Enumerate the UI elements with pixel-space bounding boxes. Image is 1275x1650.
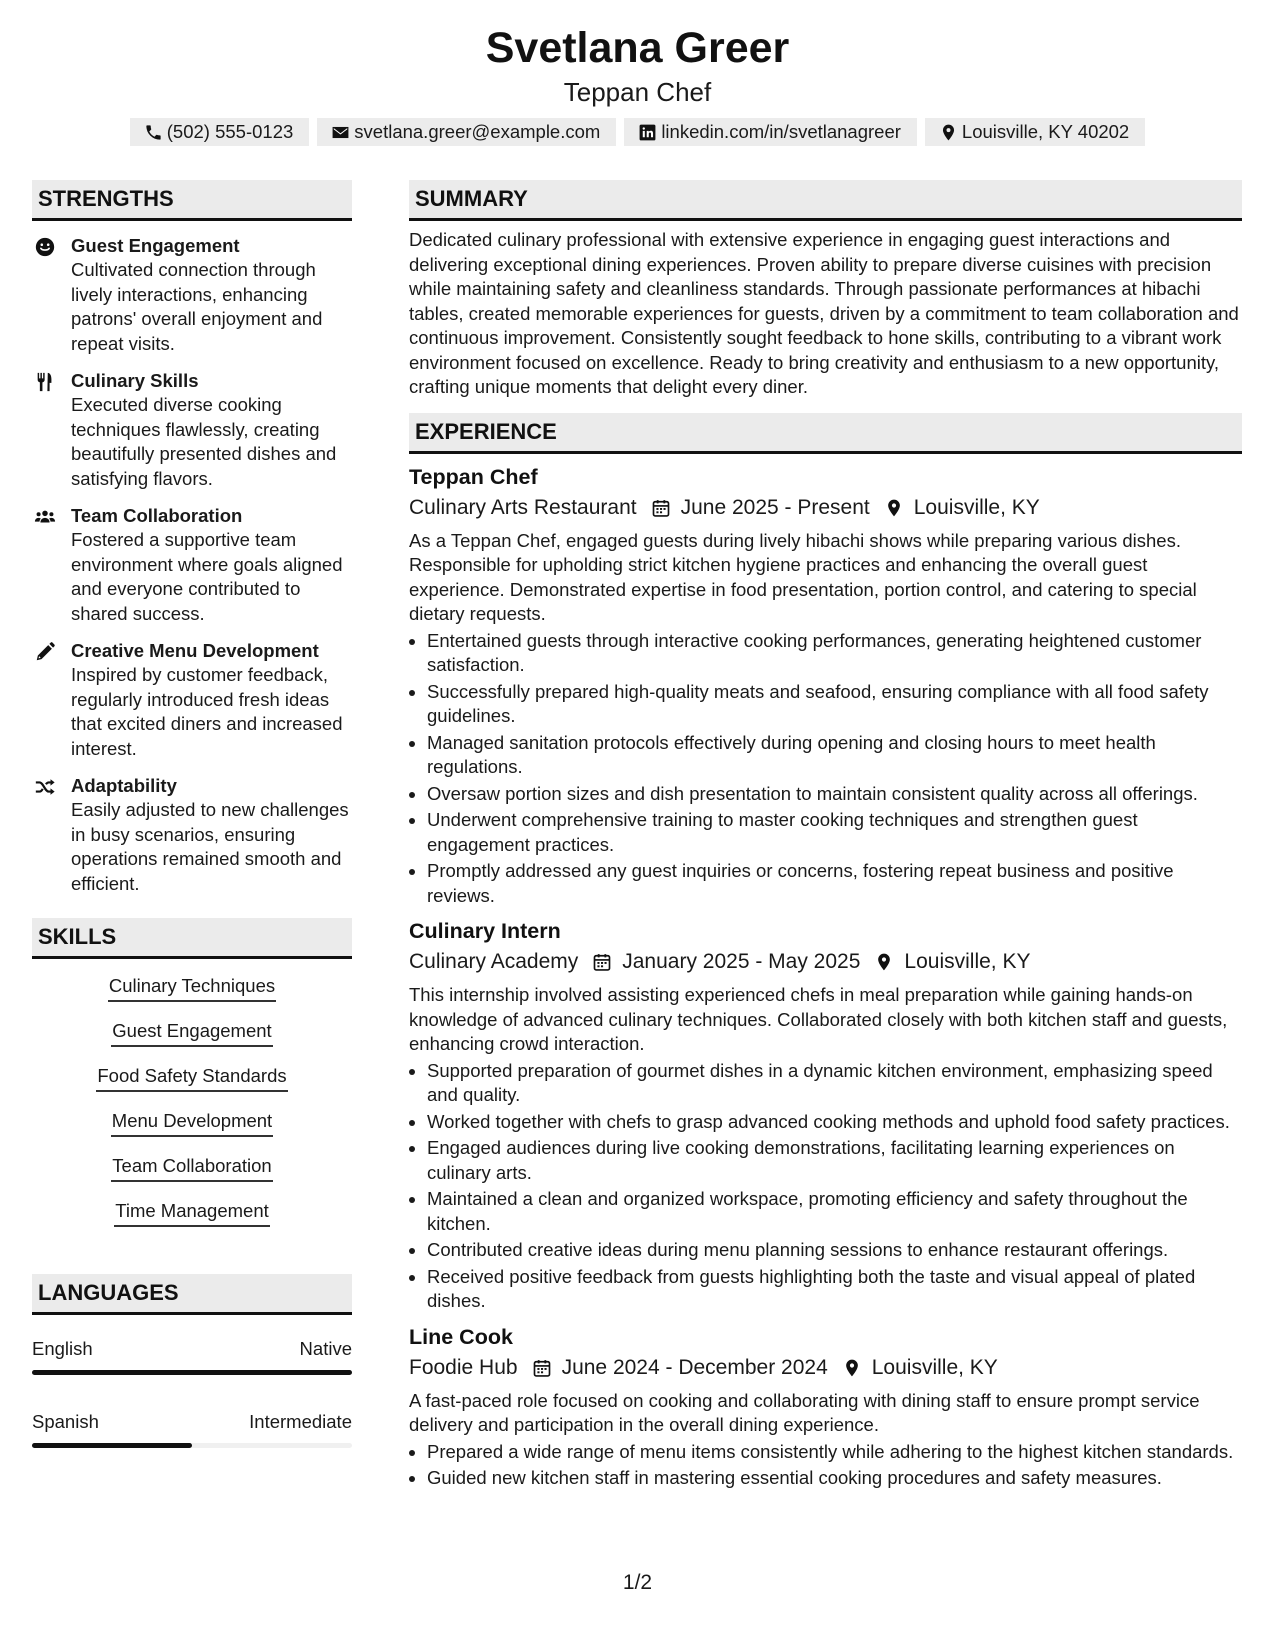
job-location: Louisville, KY: [871, 1355, 998, 1379]
skills-heading: SKILLS: [32, 918, 352, 959]
users-icon: [34, 506, 56, 528]
job-bullet: • Promptly addressed any guest inquiries or concerns, fostering repeat business and positive reviews.: [427, 859, 1242, 908]
left-column: [32, 180, 352, 1448]
job-bullet: • Oversaw portion sizes and dish presentation to maintain consistent quality across all offerings.: [427, 782, 1242, 807]
strengths-heading: STRENGTHS: [32, 180, 352, 221]
job-bullets: [409, 1059, 1242, 1314]
language-name: English: [32, 1338, 93, 1359]
map-pin-icon: [884, 498, 904, 518]
language-bar: [32, 1443, 352, 1448]
job-location: Louisville, KY: [904, 950, 1031, 973]
contact-location[interactable]: [925, 118, 1145, 146]
pencil-icon: [34, 641, 56, 663]
calendar-icon: [651, 498, 671, 518]
language-name: Spanish: [32, 1411, 99, 1432]
language-bar: [32, 1370, 352, 1375]
strength-desc: Cultivated connection through lively interactions, enhancing patrons' overall enjoyment and repeat visits.: [71, 259, 323, 354]
language-item: [32, 1337, 352, 1375]
job-bullet: • Entertained guests through interactive cooking performances, generating heightened customer satisfaction.: [427, 629, 1242, 678]
strength-item: [32, 504, 352, 626]
skill-tag: Culinary Techniques: [108, 971, 276, 1002]
skills-list: [32, 971, 352, 1241]
job-description: As a Teppan Chef, engaged guests during lively hibachi shows while preparing various dishes. Responsible for upholding strict kitchen hygiene practices and enhancing the overall guest experience. Demonstrated expertise in food presentation, portion control, and catering to special dietary requests.: [409, 529, 1197, 624]
job-meta: [409, 947, 1242, 977]
shuffle-icon: [34, 776, 56, 798]
map-pin-icon: [842, 1358, 862, 1378]
experience-heading: EXPERIENCE: [409, 413, 1242, 454]
strength-item: [32, 639, 352, 761]
job-title: Teppan Chef: [409, 464, 538, 489]
job-meta: [409, 493, 1242, 523]
language-bar-fill: [32, 1443, 192, 1448]
map-pin-icon: [874, 952, 894, 972]
job-description: This internship involved assisting experienced chefs in meal preparation while gaining hands-on knowledge of advanced culinary techniques. Collaborated closely with both kitchen staff and guests, enhancing crowd interaction.: [409, 984, 1228, 1054]
job-entry: [409, 915, 1242, 1314]
job-company: Culinary Arts Restaurant: [409, 495, 637, 519]
skill-tag: Menu Development: [111, 1106, 273, 1137]
job-entry: [409, 461, 1242, 909]
strength-title: Culinary Skills: [71, 370, 199, 391]
strength-title: Adaptability: [71, 775, 177, 796]
summary-heading: SUMMARY: [409, 180, 1242, 221]
job-company: Culinary Academy: [409, 950, 579, 973]
strength-desc: Easily adjusted to new challenges in busy scenarios, ensuring operations remained smooth and efficient.: [71, 799, 349, 894]
candidate-name: Svetlana Greer: [485, 24, 790, 72]
job-bullet: • Managed sanitation protocols effectively during opening and closing hours to meet health regulations.: [427, 731, 1242, 780]
location-text: Louisville, KY 40202: [961, 121, 1130, 142]
calendar-icon: [532, 1358, 552, 1378]
linkedin-text: linkedin.com/in/svetlanagreer: [661, 121, 901, 142]
page-number: 1/2: [622, 1571, 653, 1594]
job-bullet: • Maintained a clean and organized workspace, promoting efficiency and safety throughout the kitchen.: [427, 1187, 1242, 1236]
skill-tag: Time Management: [114, 1196, 270, 1227]
phone-text: (502) 555-0123: [166, 121, 294, 142]
job-bullet: • Successfully prepared high-quality meats and seafood, ensuring compliance with all food safety guidelines.: [427, 680, 1242, 729]
candidate-title: Teppan Chef: [563, 77, 712, 107]
strength-desc: Executed diverse cooking techniques flawlessly, creating beautifully presented dishes and satisfying flavors.: [71, 394, 337, 489]
job-company: Foodie Hub: [409, 1355, 518, 1379]
job-dates: June 2024 - December 2024: [561, 1355, 828, 1379]
strength-title: Team Collaboration: [71, 505, 243, 526]
map-pin-icon: [939, 123, 958, 142]
email-text: svetlana.greer@example.com: [354, 121, 601, 142]
smiley-icon: [34, 236, 56, 258]
job-list: [409, 461, 1242, 1491]
language-bar-fill: [32, 1370, 352, 1375]
utensils-icon: [34, 371, 56, 393]
job-dates: June 2025 - Present: [680, 495, 870, 519]
strength-title: Guest Engagement: [71, 235, 240, 256]
language-level: Native: [299, 1338, 352, 1359]
job-bullets: [409, 1440, 1242, 1491]
languages-heading: LANGUAGES: [32, 1274, 352, 1315]
job-entry: [409, 1321, 1242, 1491]
right-column: [409, 180, 1242, 1493]
skill-tag: Team Collaboration: [111, 1151, 272, 1182]
job-bullet: • Contributed creative ideas during menu planning sessions to enhance restaurant offerings.: [427, 1238, 1242, 1263]
strength-title: Creative Menu Development: [71, 640, 319, 661]
contact-email[interactable]: [317, 118, 616, 146]
job-meta: [409, 1353, 1242, 1383]
job-bullets: [409, 629, 1242, 909]
skill-tag: Guest Engagement: [111, 1016, 272, 1047]
job-description: A fast-paced role focused on cooking and collaborating with dining staff to ensure prompt service delivery and participation in the overall dining experience.: [409, 1389, 1200, 1435]
calendar-icon: [592, 952, 612, 972]
summary-text: Dedicated culinary professional with extensive experience in engaging guest interactions and delivering exceptional dining experiences. Proven ability to prepare diverse cuisines with precision while maintaining safety and cleanliness standards. Through passionate performances at hibachi tables, created memorable experiences for guests, driven by a commitment to team collaboration and continuous improvement. Consistently sought feedback to hone skills, contributing to a vibrant work environment focused on excellence. Ready to bring creativity and enthusiasm to a new opportunity, crafting unique moments that delight every diner.: [409, 229, 1239, 397]
job-bullet: • Worked together with chefs to grasp advanced cooking methods and uphold food safety practices.: [427, 1110, 1242, 1135]
job-bullet: • Guided new kitchen staff in mastering essential cooking procedures and safety measures.: [427, 1466, 1242, 1491]
job-bullet: • Prepared a wide range of menu items consistently while adhering to the highest kitchen standards.: [427, 1440, 1242, 1465]
contact-bar: [0, 118, 1275, 146]
contact-phone[interactable]: [130, 118, 310, 146]
job-bullet: • Received positive feedback from guests highlighting both the taste and visual appeal of plated dishes.: [427, 1265, 1242, 1314]
job-title: Culinary Intern: [409, 919, 561, 943]
skill-tag: Food Safety Standards: [96, 1061, 287, 1092]
strength-item: [32, 774, 352, 896]
job-title: Line Cook: [409, 1324, 513, 1349]
phone-icon: [144, 123, 163, 142]
job-bullet: • Underwent comprehensive training to master cooking techniques and strengthen guest engagement practices.: [427, 808, 1242, 857]
resume-header: [0, 20, 1275, 146]
linkedin-icon: [638, 123, 657, 142]
language-item: [32, 1410, 352, 1448]
strength-item: [32, 369, 352, 491]
strength-desc: Inspired by customer feedback, regularly introduced fresh ideas that excited diners and increased interest.: [71, 664, 343, 759]
job-location: Louisville, KY: [913, 495, 1040, 519]
envelope-icon: [331, 123, 350, 142]
job-bullet: • Engaged audiences during live cooking demonstrations, facilitating learning experiences on culinary arts.: [427, 1136, 1242, 1185]
language-level: Intermediate: [249, 1411, 352, 1432]
strength-item: [32, 234, 352, 356]
job-bullet: • Supported preparation of gourmet dishes in a dynamic kitchen environment, emphasizing speed and quality.: [427, 1059, 1242, 1108]
job-dates: January 2025 - May 2025: [622, 950, 861, 973]
strength-desc: Fostered a supportive team environment where goals aligned and everyone contributed to shared success.: [71, 529, 343, 624]
contact-linkedin[interactable]: [624, 118, 917, 146]
